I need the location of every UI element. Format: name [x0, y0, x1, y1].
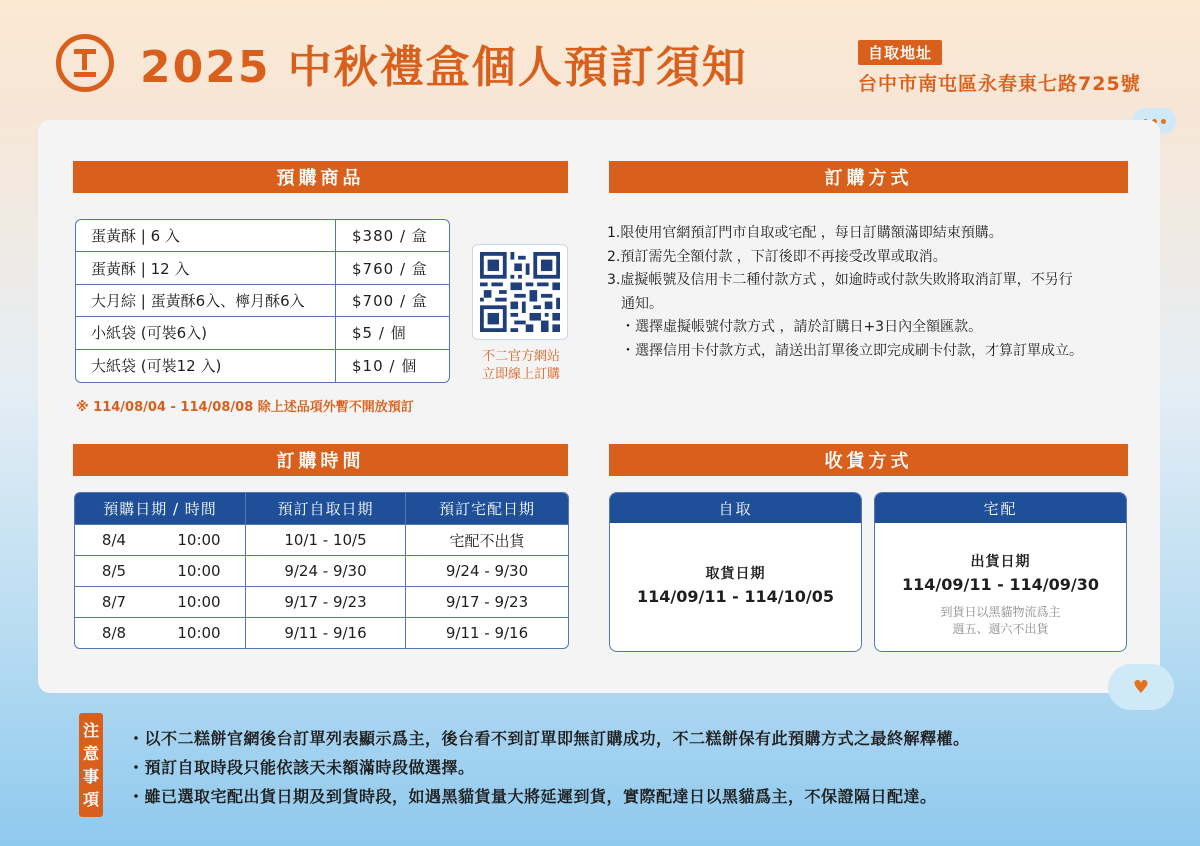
pickup-date: 114/09/11 - 114/10/05: [636, 587, 834, 606]
list-item: ・選擇信用卡付款方式，請送出訂單後立即完成刷卡付款，才算訂單成立。: [621, 342, 1083, 359]
list-item: 2.預訂需先全額付款 ，下訂後即不再接受改單或取消。: [607, 248, 947, 265]
table-row: [76, 220, 449, 252]
product-name: 大紙袋 (可裝12 入): [76, 350, 336, 382]
notice-tag-char: 項: [82, 790, 99, 809]
product-name: 蛋黃酥 | 6 入: [76, 220, 336, 251]
pickup-box: [609, 492, 862, 652]
cell-delivery: 9/24 - 9/30: [445, 562, 529, 580]
notice-list: [128, 724, 970, 811]
pickup-address: [858, 40, 1141, 96]
cell-delivery: 9/11 - 9/16: [445, 624, 529, 642]
product-name: 小紙袋 (可裝6入): [76, 317, 336, 348]
address-badge: 自取地址: [858, 40, 942, 65]
list-item: ・雖已選取宅配出貨日期及到貨時段，如遇黑貓貨量大將延遲到貨，實際配達日以黑貓爲主，不保證隔日配達。: [128, 787, 937, 806]
notice-tag-char: 事: [82, 767, 99, 786]
cell-time: 10:00: [153, 525, 246, 555]
column-header: 預購日期 / 時間: [75, 493, 246, 524]
table-row: [75, 555, 568, 586]
section-products: 預購商品: [73, 161, 568, 193]
product-table: [75, 219, 450, 383]
product-name: 大月綜 | 蛋黃酥6入、檸月酥6入: [76, 285, 336, 316]
list-item: ・預訂自取時段只能依該天未額滿時段做選擇。: [128, 758, 475, 777]
header: [56, 28, 748, 98]
table-row: [76, 252, 449, 284]
page-title: 2025 中秋禮盒個人預訂須知: [140, 42, 748, 93]
address-text: 台中市南屯區永春東七路725號: [858, 73, 1141, 95]
column-header: 預訂自取日期: [246, 493, 406, 524]
cell-time: 10:00: [153, 587, 246, 617]
cell-date: 8/5: [101, 562, 127, 580]
cell-delivery: 9/17 - 9/23: [445, 593, 529, 611]
order-time-table: [74, 492, 569, 649]
cell-pickup: 9/17 - 9/23: [246, 587, 406, 617]
table-row: [76, 285, 449, 317]
cell-pickup: 9/11 - 9/16: [246, 618, 406, 648]
heart-bubble-icon: ♥: [1108, 664, 1174, 710]
product-price: $700 / 盒: [352, 291, 428, 310]
delivery-note-line1: 到貨日以黑貓物流爲主: [940, 605, 1061, 619]
cell-delivery: 宅配不出貨: [449, 531, 525, 550]
list-item: 1.限使用官網預訂門市自取或宅配 ，每日訂購額滿即結束預購。: [607, 225, 1003, 241]
qr-code-icon: [480, 252, 560, 332]
delivery-note-line2: 週五、週六不出貨: [952, 622, 1049, 636]
list-item: 通知。: [621, 295, 663, 312]
cell-time: 10:00: [153, 556, 246, 586]
qr-code[interactable]: [472, 244, 568, 340]
cell-date: 8/7: [101, 593, 127, 611]
delivery-head: 宅配: [875, 493, 1126, 523]
cell-time: 10:00: [153, 618, 246, 648]
notice-tag: [79, 713, 103, 817]
section-delivery: 收貨方式: [609, 444, 1128, 476]
qr-caption-line2: 立即線上訂購: [481, 367, 560, 382]
table-row: [76, 317, 449, 349]
delivery-date: 114/09/11 - 114/09/30: [901, 575, 1099, 594]
product-price: $380 / 盒: [352, 227, 428, 246]
table-row: [76, 350, 449, 382]
table-header: [75, 493, 568, 524]
order-method-list: [607, 222, 1107, 363]
list-item: 3.虛擬帳號及信用卡二種付款方式 ，如逾時或付款失敗將取消訂單，不另行: [607, 272, 1073, 288]
cell-pickup: 10/1 - 10/5: [246, 525, 406, 555]
product-price: $5 / 個: [352, 324, 407, 343]
section-order-time: 訂購時間: [73, 444, 568, 476]
notice-tag-char: 注: [82, 721, 99, 740]
section-order-method: 訂購方式: [609, 161, 1128, 193]
qr-caption: [466, 348, 576, 384]
list-item: ・以不二糕餅官網後台訂單列表顯示爲主，後台看不到訂單即無訂購成功，不二糕餅保有此預購方式之最終解釋權。: [128, 729, 970, 748]
product-note: ※ 114/08/04 - 114/08/08 除上述品項外暫不開放預訂: [76, 400, 414, 415]
product-price: $760 / 盒: [352, 259, 428, 278]
table-row: [75, 524, 568, 555]
delivery-label: 出貨日期: [970, 554, 1031, 570]
cell-date: 8/8: [101, 624, 127, 642]
delivery-note: [875, 604, 1126, 638]
notice-tag-char: 意: [82, 744, 99, 763]
delivery-box: [874, 492, 1127, 652]
product-price: $10 / 個: [352, 357, 418, 376]
pickup-head: 自取: [610, 493, 861, 523]
table-row: [75, 586, 568, 617]
pickup-label: 取貨日期: [705, 566, 766, 582]
table-row: [75, 617, 568, 648]
list-item: ・選擇虛擬帳號付款方式 ，請於訂購日+3日內全額匯款。: [621, 319, 983, 335]
brand-logo-icon: [56, 34, 114, 92]
cell-date: 8/4: [101, 531, 127, 549]
product-name: 蛋黃酥 | 12 入: [76, 252, 336, 283]
qr-caption-line1: 不二官方網站: [481, 349, 560, 364]
column-header: 預訂宅配日期: [438, 500, 535, 518]
cell-pickup: 9/24 - 9/30: [246, 556, 406, 586]
